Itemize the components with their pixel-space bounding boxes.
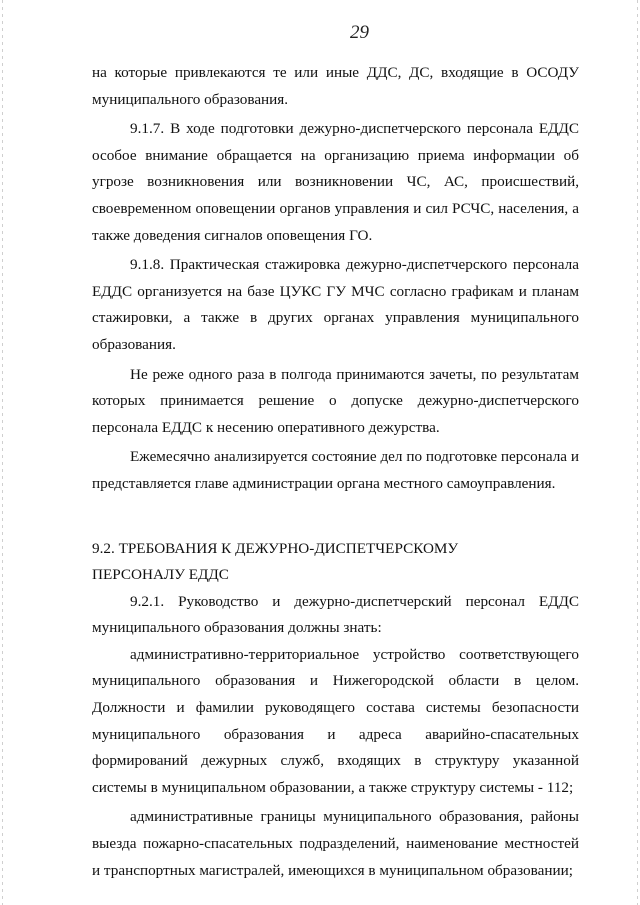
paragraph-exams: Не реже одного раза в полгода принимаются зачеты, по результатам которых принимается решение о допуске дежурно-диспетчерского персонала ЕДДС к несению оперативного дежурства. [92, 365, 579, 436]
section-heading-line-1: 9.2. ТРЕБОВАНИЯ К ДЕЖУРНО-ДИСПЕТЧЕРСКОМУ [92, 539, 459, 557]
section-heading-line-2: ПЕРСОНАЛУ ЕДДС [92, 566, 229, 584]
paragraph-9-1-7: 9.1.7. В ходе подготовки дежурно-диспетчерского персонала ЕДДС особое внимание обращается на организацию приема информации об угрозе возникновения или возникновении ЧС, АС, происшествий, своевременном оповещении органов управления и сил РСЧС, населения, а также доведения сигналов оповещения ГО. [92, 120, 579, 244]
paragraph-admin-borders: административные границы муниципального образования, районы выезда пожарно-спасательных подразделений, наименование местностей и транспортных магистралей, имеющихся в муниципальном образовании; [92, 808, 579, 879]
page-number: 29 [350, 22, 369, 43]
paragraph-9-1-8: 9.1.8. Практическая стажировка дежурно-диспетчерского персонала ЕДДС организуется на базе ЦУКС ГУ МЧС согласно графикам и планам стажировки, а также в других органах управления муниципального образования. [92, 256, 579, 353]
scan-edge-right [637, 0, 638, 905]
section-heading-9-2 [92, 536, 579, 589]
paragraph-9-2-1: 9.2.1. Руководство и дежурно-диспетчерский персонал ЕДДС муниципального образования должны знать: [92, 592, 579, 637]
paragraph-continuation: на которые привлекаются те или иные ДДС, ДС, входящие в ОСОДУ муниципального образования. [92, 64, 579, 108]
paragraph-monthly-analysis: Ежемесячно анализируется состояние дел по подготовке персонала и представляется главе администрации органа местного самоуправления. [92, 448, 579, 492]
document-body [92, 60, 579, 884]
paragraph-admin-structure: административно-территориальное устройство соответствующего муниципального образования и Нижегородской области в целом. Должности и фамилии руководящего состава системы безопасности муниципального образования и адреса аварийно-спасательных формирований дежурных служб, входящих в структуру указанной системы в муниципальном образовании, а также структуру системы - 112; [92, 645, 579, 796]
scan-edge-left [2, 0, 3, 905]
